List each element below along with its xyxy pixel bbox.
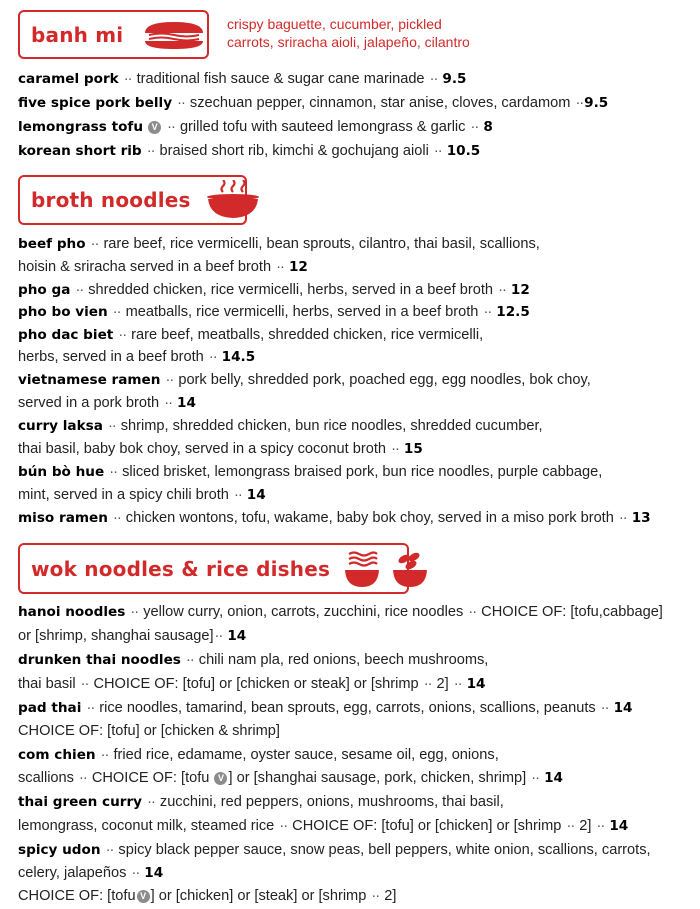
menu-item: bún bò hue ·· sliced brisket, lemongrass braised pork, bun rice noodles, purple cabbage, xyxy=(18,464,603,480)
menu-item: pho bo vien ·· meatballs, rice vermicelli, herbs, served in a beef broth ·· 12.5 xyxy=(18,304,530,320)
menu-item: com chien ·· fried rice, edamame, oyster sauce, sesame oil, egg, onions, xyxy=(18,747,499,763)
menu-item: pad thai ·· rice noodles, tamarind, bean sprouts, egg, carrots, onions, scallions, peanuts ·· 14 xyxy=(18,700,633,716)
menu-item-continued: hoisin & sriracha served in a beef broth ·· 12 xyxy=(18,259,308,275)
menu-item: lemongrass tofu V ·· grilled tofu with sauteed lemongrass & garlic ·· 8 xyxy=(18,119,493,135)
banh-mi-title: banh mi xyxy=(31,22,124,47)
vegetarian-icon: V xyxy=(148,121,161,134)
banh-mi-tagline: crispy baguette, cucumber, pickled carrots, sriracha aioli, jalapeño, cilantro xyxy=(227,16,470,50)
menu-item: korean short rib ·· braised short rib, kimchi & gochujang aioli ·· 10.5 xyxy=(18,143,481,159)
menu-item: pho ga ·· shredded chicken, rice vermicelli, herbs, served in a beef broth ·· 12 xyxy=(18,282,530,298)
menu-item-continued: thai basil, baby bok choy, served in a spicy coconut broth ·· 15 xyxy=(18,441,423,457)
menu-item-continued: thai basil ·· CHOICE OF: [tofu] or [chicken or steak] or [shrimp ·· 2] ·· 14 xyxy=(18,676,486,692)
menu-item-continued: lemongrass, coconut milk, steamed rice ·· CHOICE OF: [tofu] or [chicken] or [shrimp ·· 2] ·· 14 xyxy=(18,818,629,834)
rice-bowl-icon xyxy=(392,550,428,588)
menu-item: thai green curry ·· zucchini, red peppers, onions, mushrooms, thai basil, xyxy=(18,794,504,810)
menu-item: five spice pork belly ·· szechuan pepper, cinnamon, star anise, cloves, cardamom ··9.5 xyxy=(18,95,609,111)
noodle-bowl-icon xyxy=(344,550,380,588)
vegetarian-icon: V xyxy=(137,890,150,903)
banh-mi-header xyxy=(18,10,209,59)
wok-noodles-header xyxy=(18,543,409,594)
menu-item-continued: CHOICE OF: [tofu] or [chicken & shrimp] xyxy=(18,723,280,739)
menu-item-continued: herbs, served in a beef broth ·· 14.5 xyxy=(18,349,256,365)
menu-item-continued: scallions ·· CHOICE OF: [tofu V ] or [shanghai sausage, pork, chicken, shrimp] ·· 14 xyxy=(18,770,563,786)
vegetarian-icon: V xyxy=(214,772,227,785)
menu-item: vietnamese ramen ·· pork belly, shredded pork, poached egg, egg noodles, bok choy, xyxy=(18,372,591,388)
menu-item: caramel pork ·· traditional fish sauce & sugar cane marinade ·· 9.5 xyxy=(18,71,467,87)
menu-item-continued: served in a pork broth ·· 14 xyxy=(18,395,196,411)
sandwich-icon xyxy=(141,20,207,50)
broth-noodles-header xyxy=(18,175,247,225)
menu-item: curry laksa ·· shrimp, shredded chicken, bun rice noodles, shredded cucumber, xyxy=(18,418,543,434)
menu-item-continued: or [shrimp, shanghai sausage]·· 14 xyxy=(18,628,247,644)
menu-item: beef pho ·· rare beef, rice vermicelli, bean sprouts, cilantro, thai basil, scallions, xyxy=(18,236,540,252)
menu-item: drunken thai noodles ·· chili nam pla, red onions, beech mushrooms, xyxy=(18,652,489,668)
menu-item-continued: mint, served in a spicy chili broth ·· 14 xyxy=(18,487,266,503)
menu-item-continued: celery, jalapeños ·· 14 xyxy=(18,865,164,881)
bowl-icon xyxy=(205,180,261,220)
menu-item: pho dac biet ·· rare beef, meatballs, shredded chicken, rice vermicelli, xyxy=(18,327,484,343)
menu-item: hanoi noodles ·· yellow curry, onion, carrots, zucchini, rice noodles ·· CHOICE OF: [tofu,cabbage] xyxy=(18,604,663,620)
menu-item-continued: CHOICE OF: [tofu V ] or [chicken] or [steak] or [shrimp ·· 2] xyxy=(18,888,397,904)
broth-noodles-title: broth noodles xyxy=(31,188,191,212)
menu-item: miso ramen ·· chicken wontons, tofu, wakame, baby bok choy, served in a miso pork broth ·· 13 xyxy=(18,510,651,526)
wok-noodles-title: wok noodles & rice dishes xyxy=(31,556,331,581)
menu-item: spicy udon ·· spicy black pepper sauce, snow peas, bell peppers, white onion, scallions, carrots, xyxy=(18,842,651,858)
